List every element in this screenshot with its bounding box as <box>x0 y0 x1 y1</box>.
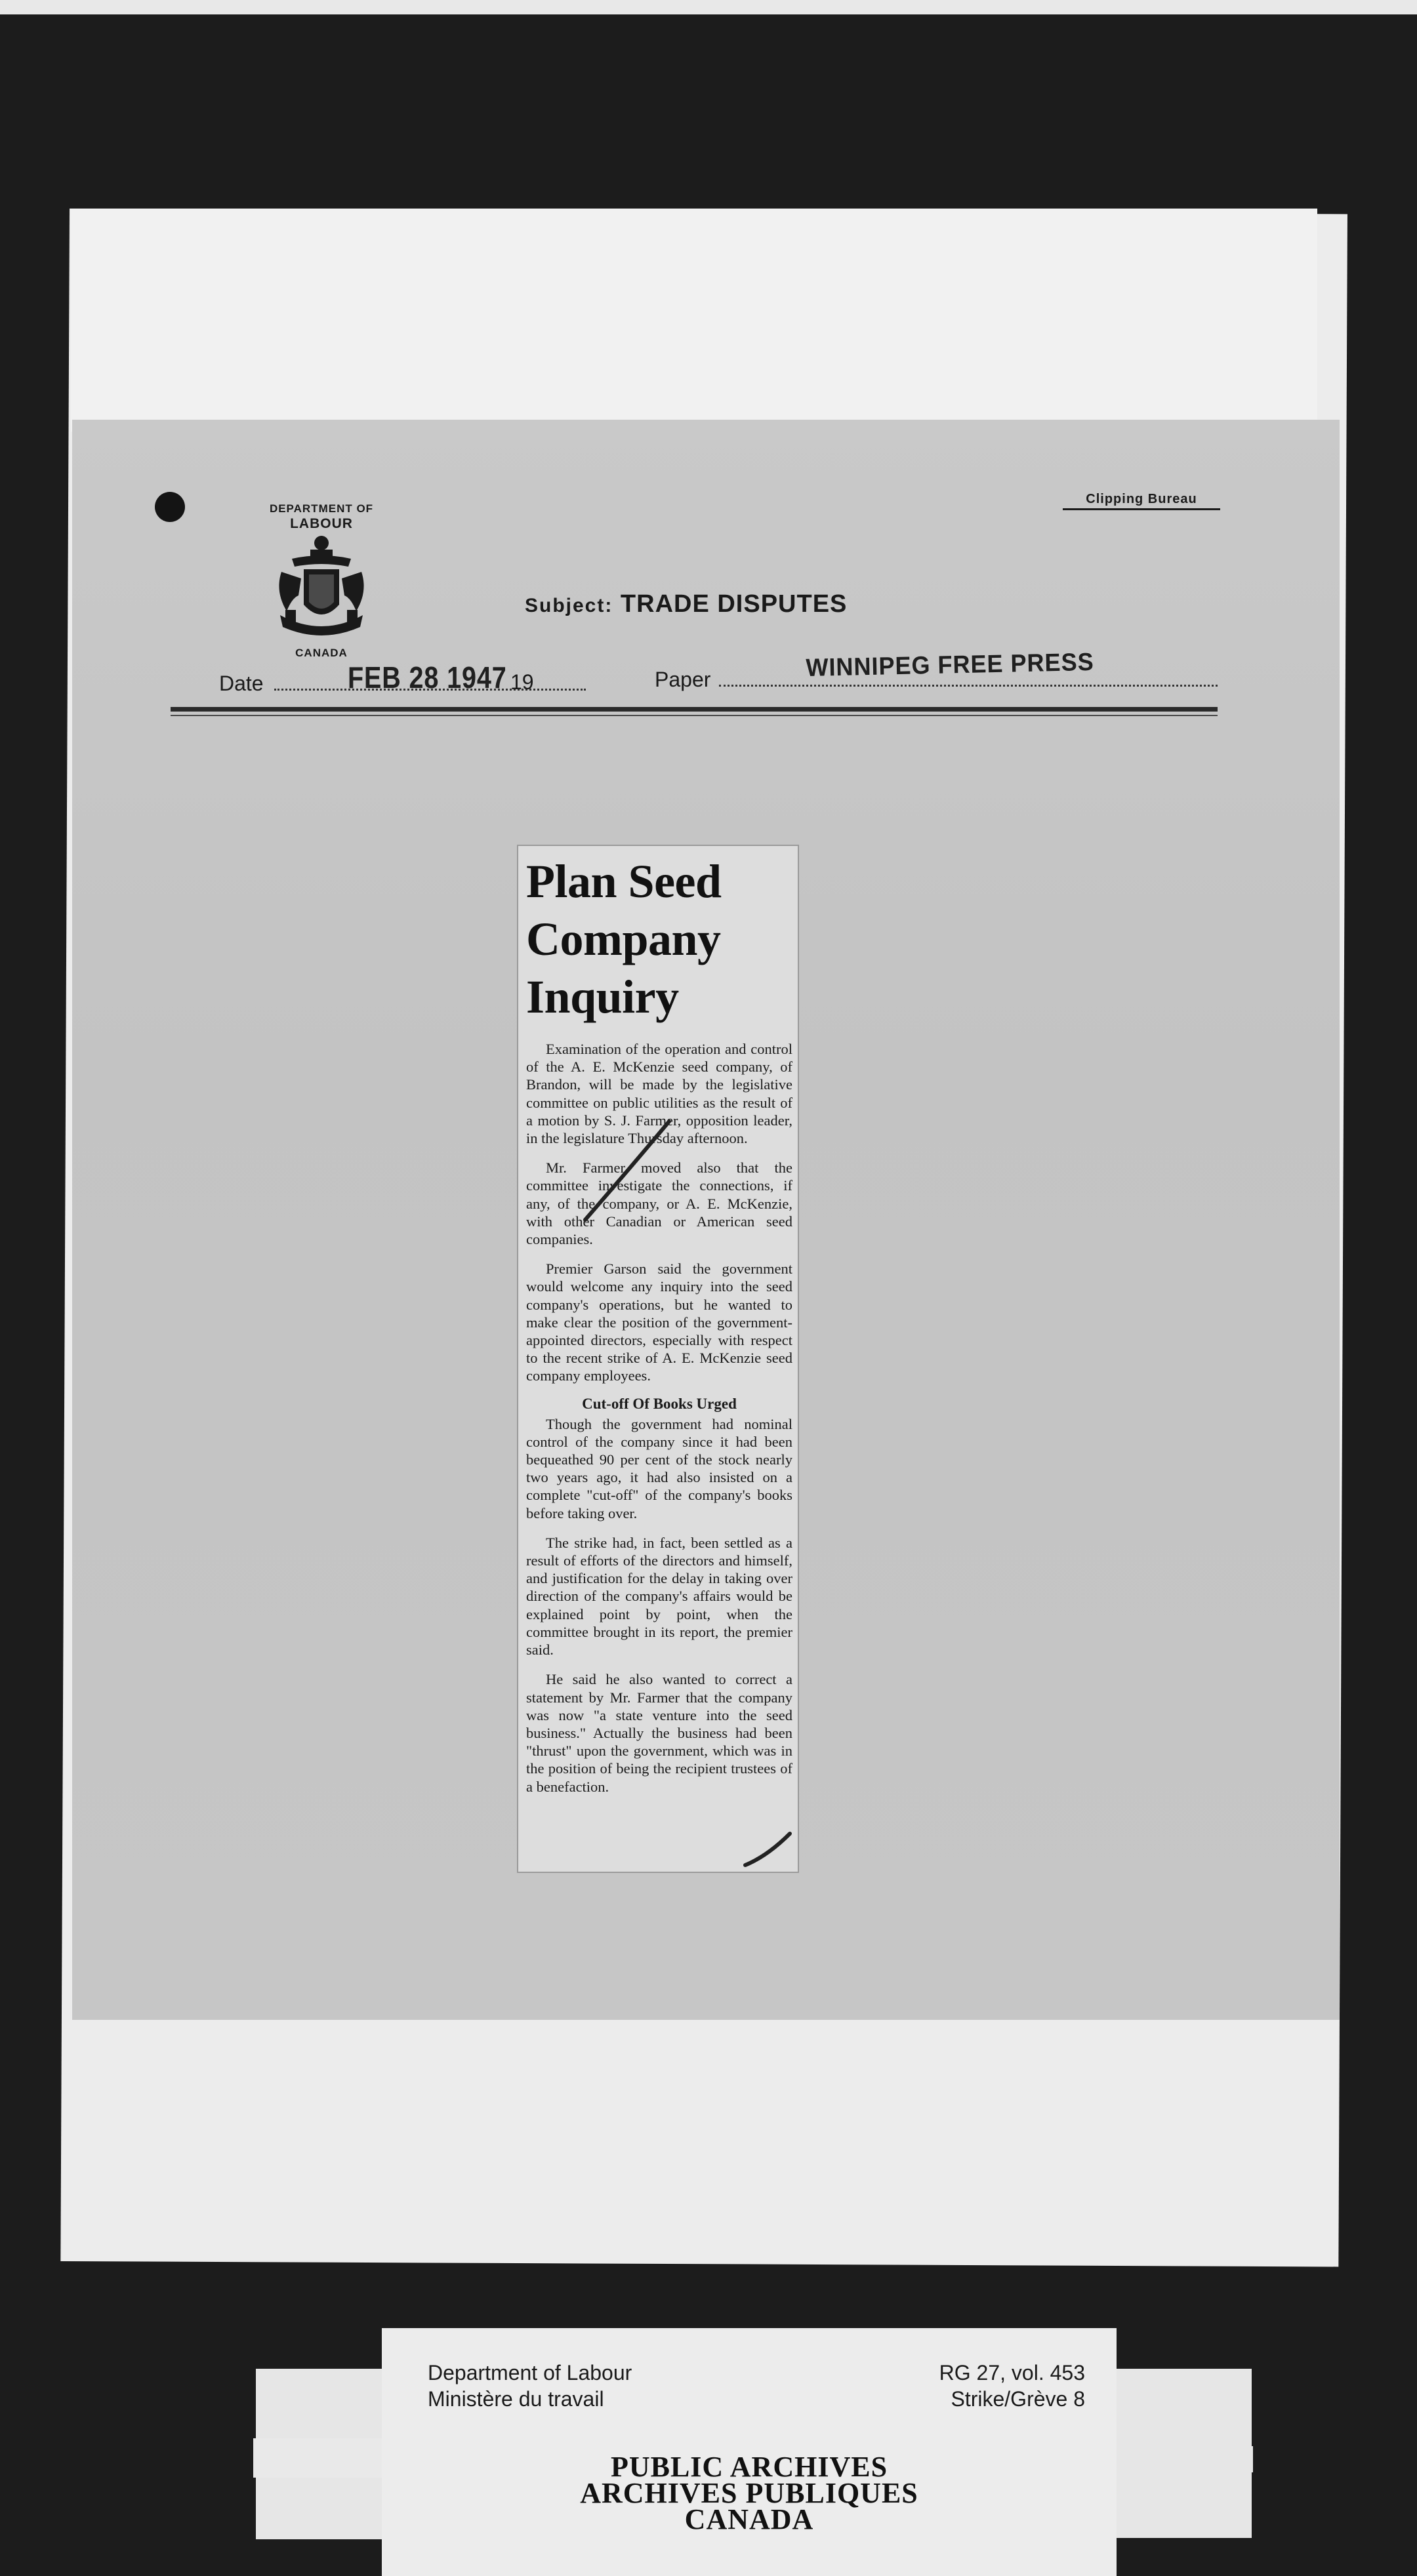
department-name: LABOUR <box>290 516 353 531</box>
date-label: Date <box>219 672 264 695</box>
pencil-check-mark <box>577 1115 676 1226</box>
clipping-paragraph: Though the government had nominal control of the company since it had been bequeathed 90 per cent of the stock nearly two years ago, it had also insisted on a complete "cut-off" of the company's books before taking over. <box>526 1415 792 1521</box>
paper-label: Paper <box>655 668 711 691</box>
subject-value: TRADE DISPUTES <box>620 590 848 618</box>
archive-country: CANADA <box>684 2503 814 2535</box>
archive-dept-french: Ministère du travail <box>428 2387 604 2411</box>
subject-line <box>525 590 847 618</box>
archive-label-tab-right <box>1117 2369 1252 2446</box>
date-stamp: FEB 28 1947 <box>348 660 507 694</box>
clipping-bureau-label: Clipping Bureau <box>1063 492 1220 510</box>
subject-label: Subject: <box>525 595 613 616</box>
clipping-paragraph: Premier Garson said the government would welcome any inquiry into the seed company's operations, but he wanted to make clear the position of the government-appointed directors, especially with respect to the recent strike of A. E. McKenzie seed company employees. <box>526 1260 792 1384</box>
archive-dept-english: Department of Labour <box>428 2361 632 2385</box>
canada-coat-of-arms-icon <box>272 533 371 645</box>
archive-name-english: PUBLIC ARCHIVES <box>610 2451 888 2483</box>
clipping-paragraph: Mr. Farmer moved also that the committee investigate the connections, if any, of the company, or A. E. McKenzie, with other Canadian or American seed companies. <box>526 1159 792 1248</box>
department-label: DEPARTMENT OF <box>269 502 374 515</box>
archive-label-strip-right <box>1115 2446 1253 2472</box>
archive-file: Strike/Grève 8 <box>951 2387 1085 2411</box>
clipping-paragraph: He said he also wanted to correct a statement by Mr. Farmer that the company was now "a state venture into the seed business." Actually the business had been "thrust" upon the government, which was in the position of being the recipient trustees of a benefaction. <box>526 1671 792 1795</box>
clipping-paragraph: Examination of the operation and control of the A. E. McKenzie seed company, of Brandon, will be made by the legislative committee on public utilities as the result of a motion by S. J. Farmer, opposition leader, in the legislature Thursday afternoon. <box>526 1041 792 1147</box>
punch-hole <box>155 492 185 522</box>
country-label: CANADA <box>295 647 348 659</box>
archive-label-tab-right-lower <box>1117 2472 1252 2538</box>
archive-name-french: ARCHIVES PUBLIQUES <box>580 2477 918 2509</box>
clipping-headline: Plan Seed Company Inquiry <box>526 855 722 1023</box>
backing-sheet-top <box>71 209 1317 432</box>
clipping-subhead: Cut-off Of Books Urged <box>582 1395 737 1412</box>
pencil-end-mark <box>741 1830 794 1869</box>
header-rule-thin <box>171 715 1218 716</box>
header-rule <box>171 707 1218 712</box>
archive-reference: RG 27, vol. 453 <box>939 2361 1085 2385</box>
newspaper-clipping <box>517 845 799 1873</box>
scan-top-edge <box>0 0 1417 14</box>
paper-stamp: WINNIPEG FREE PRESS <box>806 648 1095 682</box>
date-year-prefix: 19 <box>510 670 534 694</box>
archive-label-strip-left <box>253 2438 384 2478</box>
clipping-paragraph: The strike had, in fact, been settled as a result of efforts of the directors and himself, and justification for the delay in taking over direction of the company's affairs would be explained point by point, when the committee brought in its report, the premier said. <box>526 1534 792 1659</box>
